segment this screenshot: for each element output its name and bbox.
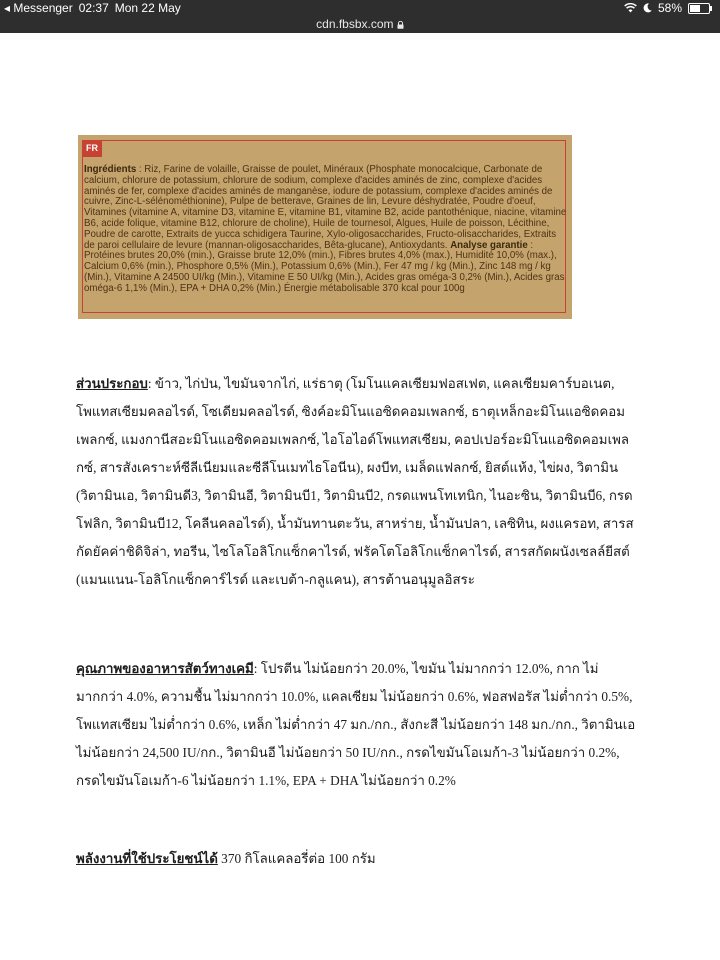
label-ingredients-heading: Ingrédients (84, 164, 137, 175)
product-label-photo (78, 135, 572, 319)
label-ingredients-text: : Riz, Farine de volaille, Graisse de poulet, Minéraux (Phosphate monocalcique, Carbonate de calcium, chlorure de potassium, chlorure de sodium, complexe d'acides aminés de zinc, complexe d'acides aminés de fer, complexe d'acides aminés de manganèse, iodure de potassium, complexe d'acides aminés de cuivre, Zinc-L-sélénométhionine), Pulpe de betterave, Graines de lin, Levure déshydratée, Poudre d'oeuf, Vitamines (vitamine A, vitamine D3, vitamine E, vitamine B1, vitamine B2, acide pantothénique, niacine, vitamine B6, acide folique, vitamine B12, chlorure de choline), Huile de tournesol, Algues, Huile de poisson, Lécithine, Poudre de carotte, Extraits de yucca schidigera Taurine, Xylo-oligosaccharides, Fructo-olisaccharides, Extraits de paroi cellulaire de levure (mannan-oligosaccharides, Bêta-glucane), Antioxydants. (84, 164, 567, 251)
language-badge: FR (82, 140, 102, 157)
status-time: 02:37 (78, 1, 109, 15)
label-analysis-heading: Analyse garantie (450, 239, 528, 251)
analysis-text: : โปรตีน ไม่น้อยกว่า 20.0%, ไขมัน ไม่มากกว่า 12.0%, กาก ไม่มากกว่า 4.0%, ความชื้น ไม่มากกว่า 10.0%, แคลเซียม ไม่น้อยกว่า 0.6%, ฟอสฟอรัส ไม่ต่ำกว่า 0.5%, โพแทสเซียม ไม่ต่ำกว่า 0.6%, เหล็ก ไม่ต่ำกว่า 47 มก./กก., สังกะสี ไม่น้อยกว่า 148 มก./กก., วิตามินเอ ไม่น้อยกว่า 24,500 IU/กก., วิตามินอี ไม่น้อยกว่า 50 IU/กก., กรดไขมันโอเมก้า-3 ไม่น้อยกว่า 0.2%, กรดไขมันโอเมก้า-6 ไม่น้อยกว่า 1.1%, EPA + DHA ไม่น้อยกว่า 0.2% (76, 661, 636, 788)
ingredients-heading: ส่วนประกอบ (76, 376, 148, 391)
status-date: Mon 22 May (114, 1, 181, 15)
address-bar[interactable] (0, 17, 720, 31)
url-text: cdn.fbsbx.com (316, 17, 394, 31)
energy-heading: พลังงานที่ใช้ประโยชน์ได้ (76, 851, 218, 866)
moon-icon (643, 3, 652, 13)
analysis-paragraph (76, 655, 642, 795)
label-analysis-text: : Protéines brutes 20,0% (min.), Graisse brute 12,0% (min.), Fibres brutes 4,0% (max.), Humidité 10,0% (max.), Calcium 0,6% (min.), Phosphore 0,5% (Min.), Potassium 0,6% (Min.), Fer 47 mg / kg (Min.), Zinc 148 mg / kg (Min.), Vitamine A 24500 UI/kg (Min.), Vitamine E 50 UI/kg (Min.), Acides gras oméga-3 0,2% (Min.), Acides gras oméga-6 1,1% (Min.), EPA + DHA 0,2% (Min.) Énergie métabolisable 370 kcal pour 100g (84, 239, 565, 294)
ingredients-text: : ข้าว, ไก่ป่น, ไขมันจากไก่, แร่ธาตุ (โมโนแคลเซียมฟอสเฟต, แคลเซียมคาร์บอเนต, โพแทสเซียมคลอไรด์, โซเดียมคลอไรด์, ซิงค์อะมิโนแอซิดคอมเพลกซ์, ธาตุเหล็กอะมิโนแอซิดคอมเพลกซ์, แมงกานีสอะมิโนแอซิดคอมเพลกซ์, ไอโอไอด์โพแทสเซียม, คอปเปอร์อะมิโนแอซิดคอมเพลกซ์, สารสังเคราะห์ซีลีเนียมและซีลีโนเมทไธโอนีน), ผงบีท, เมล็ดแฟลกซ์, ยิสต์แห้ง, ไข่ผง, วิตามิน (วิตามินเอ, วิตามินดี3, วิตามินอี, วิตามินบี1, วิตามินบี2, กรดแพนโทเทนิก, ไนอะซิน, วิตามินบี6, กรดโฟลิก, วิตามินบี12, โคลีนคลอไรด์), น้ำมันทานตะวัน, สาหร่าย, น้ำมันปลา, เลซิทิน, ผงแครอท, สารสกัดยัคค่าชิดิจิล่า, ทอรีน, ไซโลโอลิโกแซ็กคาไรด์, ฟรัคโตโอลิโกแซ็กคาไรด์, สารสกัดผนังเซลล์ยีสต์ (แมนแนน-โอลิโกแซ็กคาร์ไรด์ และเบต้า-กลูแคน), สารต้านอนุมูลอิสระ (76, 376, 634, 587)
energy-paragraph (76, 845, 642, 873)
analysis-heading: คุณภาพของอาหารสัตว์ทางเคมี (76, 661, 254, 676)
battery-percentage: 58% (657, 1, 682, 15)
wifi-icon (624, 3, 637, 13)
back-to-messenger-link[interactable]: ◂ Messenger (4, 1, 73, 15)
lock-icon (397, 21, 404, 29)
ingredients-paragraph (76, 370, 642, 594)
energy-text: 370 กิโลแคลอรี่ต่อ 100 กรัม (217, 851, 376, 866)
label-french-text (84, 165, 568, 295)
battery-icon (688, 3, 710, 14)
battery-level (690, 5, 700, 12)
status-bar (0, 0, 720, 33)
